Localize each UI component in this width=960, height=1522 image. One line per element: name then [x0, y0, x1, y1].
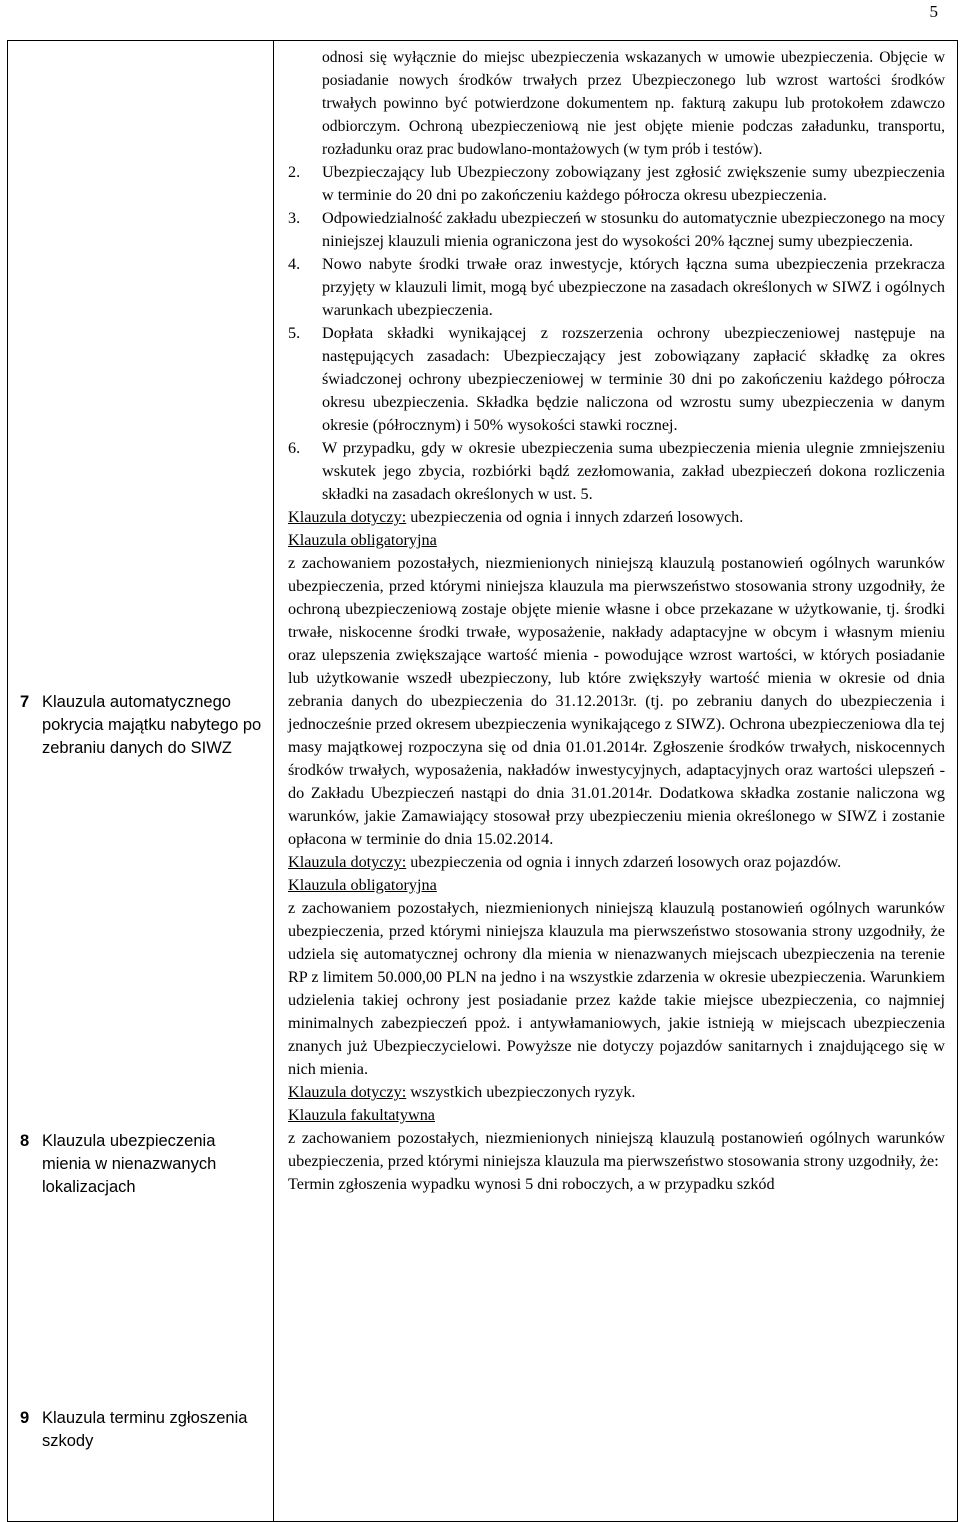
clause-8-title: 8 Klauzula ubezpieczenia mienia w nienazwanych lokalizacjach [20, 1132, 217, 1196]
clause-9-applies: Klauzula dotyczy: wszystkich ubezpieczonych ryzyk. [288, 1083, 636, 1101]
clause-7-item-5: 5. Dopłata składki wynikającej z rozszerzenia ochrony ubezpieczeniowej następuje na następujących zasadach: Ubezpieczający jest zobowiązany zapłacić składkę za okres świadczonej ochrony ubezpieczeniowej w terminie 30 dni po zakończeniu każdego półrocza okresu ubezpieczenia. Składka będzie naliczona od wzrostu sumy ubezpieczenia w danym okresie (półrocznym) i 50% wysokości stawki rocznej. [288, 324, 945, 434]
clause-10-body: z zachowaniem pozostałych, niezmienionych niniejszą klauzulą postanowień ogólnych warunków ubezpieczenia, przed którymi niniejsza klauzula ma pierwszeństwo stosowania strony uzgodniły, że: [288, 1129, 945, 1170]
clause-7-title: 7 Klauzula automatycznego pokrycia majątku nabytego po zebraniu danych do SIWZ [20, 693, 262, 757]
clause-10-last-line: Termin zgłoszenia wypadku wynosi 5 dni roboczych, a w przypadku szkód [288, 1175, 775, 1193]
clauses-table [7, 40, 958, 1522]
clause-9-type: Klauzula fakultatywna [288, 1106, 435, 1124]
clause-7-item-4: 4. Nowo nabyte środki trwałe oraz inwestycje, których łączna suma ubezpieczenia przekracza przyjęty w klauzuli limit, mogą być ubezpieczone na zasadach określonych w SIWZ i ogólnych warunkach ubezpieczenia. [288, 255, 945, 319]
clause-7-item-6: 6. W przypadku, gdy w okresie ubezpieczenia suma ubezpieczenia mienia ulegnie zmniejszeniu wskutek jego zbycia, rozbiórki bądź zezłomowania, zakład ubezpieczeń dokona rozliczenia składki na zasadach określonych w ust. 5. [288, 439, 945, 503]
clause-content-column [274, 41, 958, 1522]
clause-7-item-3: 3. Odpowiedzialność zakładu ubezpieczeń w stosunku do automatycznie ubezpieczonego na mocy niniejszej klauzuli mienia ograniczona jest do wysokości 20% łącznej sumy ubezpieczenia. [288, 209, 945, 250]
clause-7-continuation: odnosi się wyłącznie do miejsc ubezpieczenia wskazanych w umowie ubezpieczenia. Objęcie w posiadanie nowych środków trwałych przez Ubezpieczonego lub wzrost wartości środków trwałych powinno być potwierdzone dokumentem np. fakturą zakupu lub protokołem zdawczo odbiorczym. Ochroną ubezpieczeniową nie jest objęte mienie podczas załadunku, transportu, rozładunku oraz prac budowlano-montażowych (w tym prób i testów). [322, 49, 945, 158]
clause-7-item-2: 2. Ubezpieczający lub Ubezpieczony zobowiązany jest zgłosić zwiększenie sumy ubezpieczenia w terminie do 20 dni po zakończeniu każdego półrocza okresu ubezpieczenia. [288, 163, 945, 204]
clause-8-type: Klauzula obligatoryjna [288, 876, 437, 894]
clause-9-title: 9 Klauzula terminu zgłoszenia szkody [20, 1409, 248, 1450]
clause-8-body: z zachowaniem pozostałych, niezmienionych niniejszą klauzulą postanowień ogólnych warunków ubezpieczenia, przed którymi niniejsza klauzula ma pierwszeństwo stosowania strony uzgodniły, że ochroną ubezpieczeniową zostaje objęte mienie własne i obce przekazane w użytkowanie, tj. środki trwałe, niskocenne środki trwałe, wyposażenie, nakłady adaptacyjne w obcym i własnym mieniu oraz ulepszenia zwiększające wartość mienia - powodujące wzrost wartości, w których posiadanie lub użytkowanie wszedł ubezpieczony, lub które zwiększyły wartość mienia w okresie od dnia zebrania danych do ubezpieczenia do 31.12.2013r. (tj. po zebraniu danych do ubezpieczenia i jednocześnie przed okresem ubezpieczenia wynikającego z SIWZ). Ochrona ubezpieczeniowa dla tej masy majątkowej rozpoczyna się od dnia 01.01.2014r. Zgłoszenie środków trwałych, niskocennych środków trwałych, wyposażenia, nakładów inwestycyjnych, adaptacyjnych oraz wartości ulepszeń - do Zakładu Ubezpieczeń nastąpi do dnia 31.01.2014r. Dodatkowa składka zostanie naliczona wg warunków, jakie Zamawiający stosował przy ubezpieczeniu mienia określonego w SIWZ i zostanie opłacona w terminie do dnia 15.02.2014. [288, 554, 945, 848]
clause-8-applies: Klauzula dotyczy: ubezpieczenia od ognia i innych zdarzeń losowych oraz pojazdów. [288, 853, 842, 871]
clause-names-column [8, 41, 274, 1522]
clause-7-applies: Klauzula dotyczy: ubezpieczenia od ognia i innych zdarzeń losowych. [288, 508, 744, 526]
page-number: 5 [929, 2, 938, 21]
clause-7-type: Klauzula obligatoryjna [288, 531, 437, 549]
clause-9-body: z zachowaniem pozostałych, niezmienionych niniejszą klauzulą postanowień ogólnych warunków ubezpieczenia, przed którymi niniejsza klauzula ma pierwszeństwo stosowania strony uzgodniły, że udziela się automatycznej ochrony dla mienia w nienazwanych miejscach ubezpieczenia na terenie RP z limitem 50.000,00 PLN na jedno i na wszystkie zdarzenia w okresie ubezpieczenia. Warunkiem udzielenia takiej ochrony jest posiadanie przez każde takie miejsce ubezpieczenia, co najmniej minimalnych zabezpieczeń ppoż. i antywłamaniowych, jakie istnieją w miejscach ubezpieczenia znanych już Ubezpieczycielowi. Powyższe nie dotyczy pojazdów sanitarnych i znajdującego się w nich mienia. [288, 899, 945, 1078]
